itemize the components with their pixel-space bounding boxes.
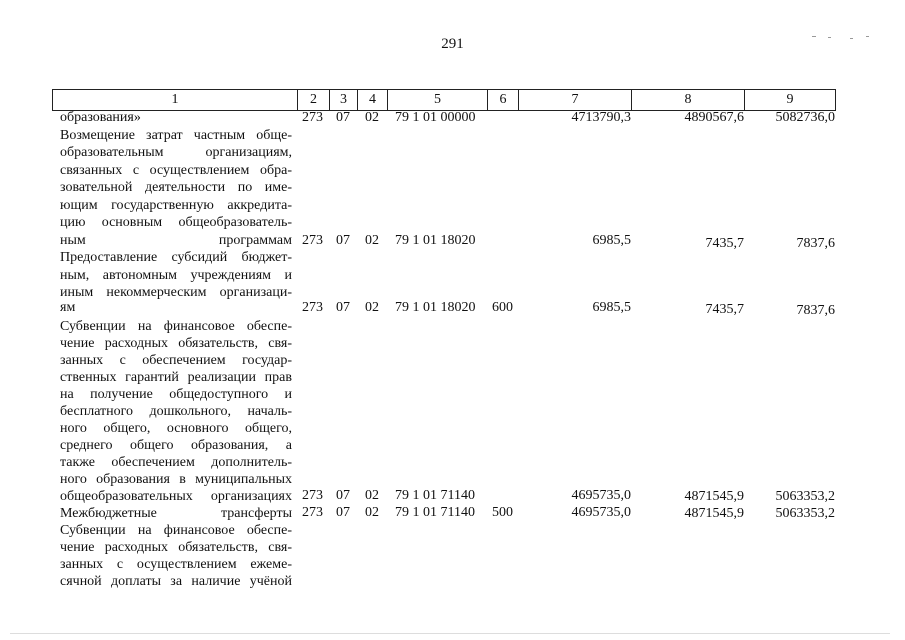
- cell-code: 79 1 01 71140: [395, 488, 475, 503]
- desc-line: образовательным организациям,: [60, 145, 292, 160]
- cell-col7: 4713790,3: [571, 110, 631, 125]
- desc-line: также обеспечением дополнитель-: [60, 455, 292, 470]
- desc-line: чение расходных обязательств, свя-: [60, 336, 292, 351]
- desc-line: образования»: [60, 110, 141, 125]
- desc-line: ющим государственную аккредита-: [60, 197, 292, 213]
- desc-line: занных с обеспечением государ-: [60, 353, 292, 368]
- cell-code: 79 1 01 00000: [395, 110, 476, 125]
- cell-col8: 4890567,6: [684, 110, 744, 125]
- desc-line: среднего общего образования, а: [60, 438, 292, 453]
- cell-item: 02: [365, 505, 379, 520]
- desc-line: ным программам: [60, 232, 292, 248]
- desc-line: чение расходных обязательств, свя-: [60, 540, 292, 555]
- desc-line: иным некоммерческим организаци-: [60, 285, 292, 300]
- header-col-2: 2: [297, 89, 330, 111]
- desc-line: ного общего, основного общего,: [60, 421, 292, 436]
- desc-line: связанных с осуществлением обра-: [60, 162, 292, 178]
- cell-section: 273: [302, 505, 323, 520]
- header-col-3: 3: [329, 89, 358, 111]
- cell-col9: 5082736,0: [775, 110, 835, 125]
- desc-line: Межбюджетные трансферты: [60, 506, 292, 521]
- cell-subsection: 07: [336, 110, 350, 125]
- desc-line: общеобразовательных организациях: [60, 489, 292, 504]
- header-col-7: 7: [518, 89, 632, 111]
- header-col-6: 6: [487, 89, 519, 111]
- cell-subsection: 07: [336, 300, 350, 315]
- cell-col8: 4871545,9: [684, 506, 744, 521]
- scan-speck: [866, 36, 869, 37]
- desc-line: ственных гарантий реализации прав: [60, 370, 292, 385]
- cell-col7: 6985,5: [592, 300, 631, 315]
- cell-col8: 4871545,9: [684, 489, 744, 504]
- cell-col9: 5063353,2: [775, 489, 835, 504]
- desc-line: ного образования в муниципальных: [60, 472, 292, 487]
- scan-speck: [828, 37, 831, 38]
- desc-line: зовательной деятельности по име-: [60, 180, 292, 195]
- cell-col7: 4695735,0: [571, 505, 631, 520]
- desc-line: на получение общедоступного и: [60, 387, 292, 402]
- cell-section: 273: [302, 110, 323, 125]
- desc-line: Возмещение затрат частным обще-: [60, 127, 292, 143]
- desc-line: ным, автономным учреждениям и: [60, 267, 292, 283]
- cell-col8: 7435,7: [705, 302, 744, 317]
- scan-speck: [812, 36, 816, 37]
- cell-section: 273: [302, 300, 323, 315]
- header-col-8: 8: [631, 89, 745, 111]
- cell-item: 02: [365, 488, 379, 503]
- cell-code: 79 1 01 71140: [395, 505, 475, 520]
- scan-speck: [850, 38, 853, 39]
- desc-line: бесплатного дошкольного, началь-: [60, 404, 292, 419]
- desc-line: ям: [60, 300, 76, 315]
- desc-line: цию основным общеобразователь-: [60, 215, 292, 230]
- cell-item: 02: [365, 233, 379, 248]
- cell-subsection: 07: [336, 233, 350, 248]
- desc-line: сячной доплаты за наличие учёной: [60, 574, 292, 589]
- cell-col8: 7435,7: [705, 236, 744, 251]
- cell-item: 02: [365, 110, 379, 125]
- desc-line: Предоставление субсидий бюджет-: [60, 250, 292, 265]
- cell-subsection: 07: [336, 505, 350, 520]
- cell-section: 273: [302, 488, 323, 503]
- cell-code: 79 1 01 18020: [395, 300, 476, 315]
- header-col-1: 1: [52, 89, 298, 111]
- desc-line: занных с осуществлением ежеме-: [60, 557, 292, 572]
- page-number: 291: [441, 36, 464, 52]
- cell-code: 79 1 01 18020: [395, 233, 476, 248]
- cell-col9: 7837,6: [796, 236, 835, 251]
- cell-subsection: 07: [336, 488, 350, 503]
- cell-expense-type: 500: [492, 505, 513, 520]
- desc-line: Субвенции на финансовое обеспе-: [60, 523, 292, 538]
- cell-item: 02: [365, 300, 379, 315]
- cell-section: 273: [302, 233, 323, 248]
- cell-col7: 6985,5: [592, 233, 631, 248]
- header-col-5: 5: [387, 89, 488, 111]
- cell-col9: 5063353,2: [775, 506, 835, 521]
- header-col-4: 4: [357, 89, 388, 111]
- cell-expense-type: 600: [492, 300, 513, 315]
- cell-col7: 4695735,0: [571, 488, 631, 503]
- header-col-9: 9: [744, 89, 836, 111]
- desc-line: Субвенции на финансовое обеспе-: [60, 319, 292, 334]
- cell-col9: 7837,6: [796, 303, 835, 318]
- scan-edge: [10, 633, 890, 634]
